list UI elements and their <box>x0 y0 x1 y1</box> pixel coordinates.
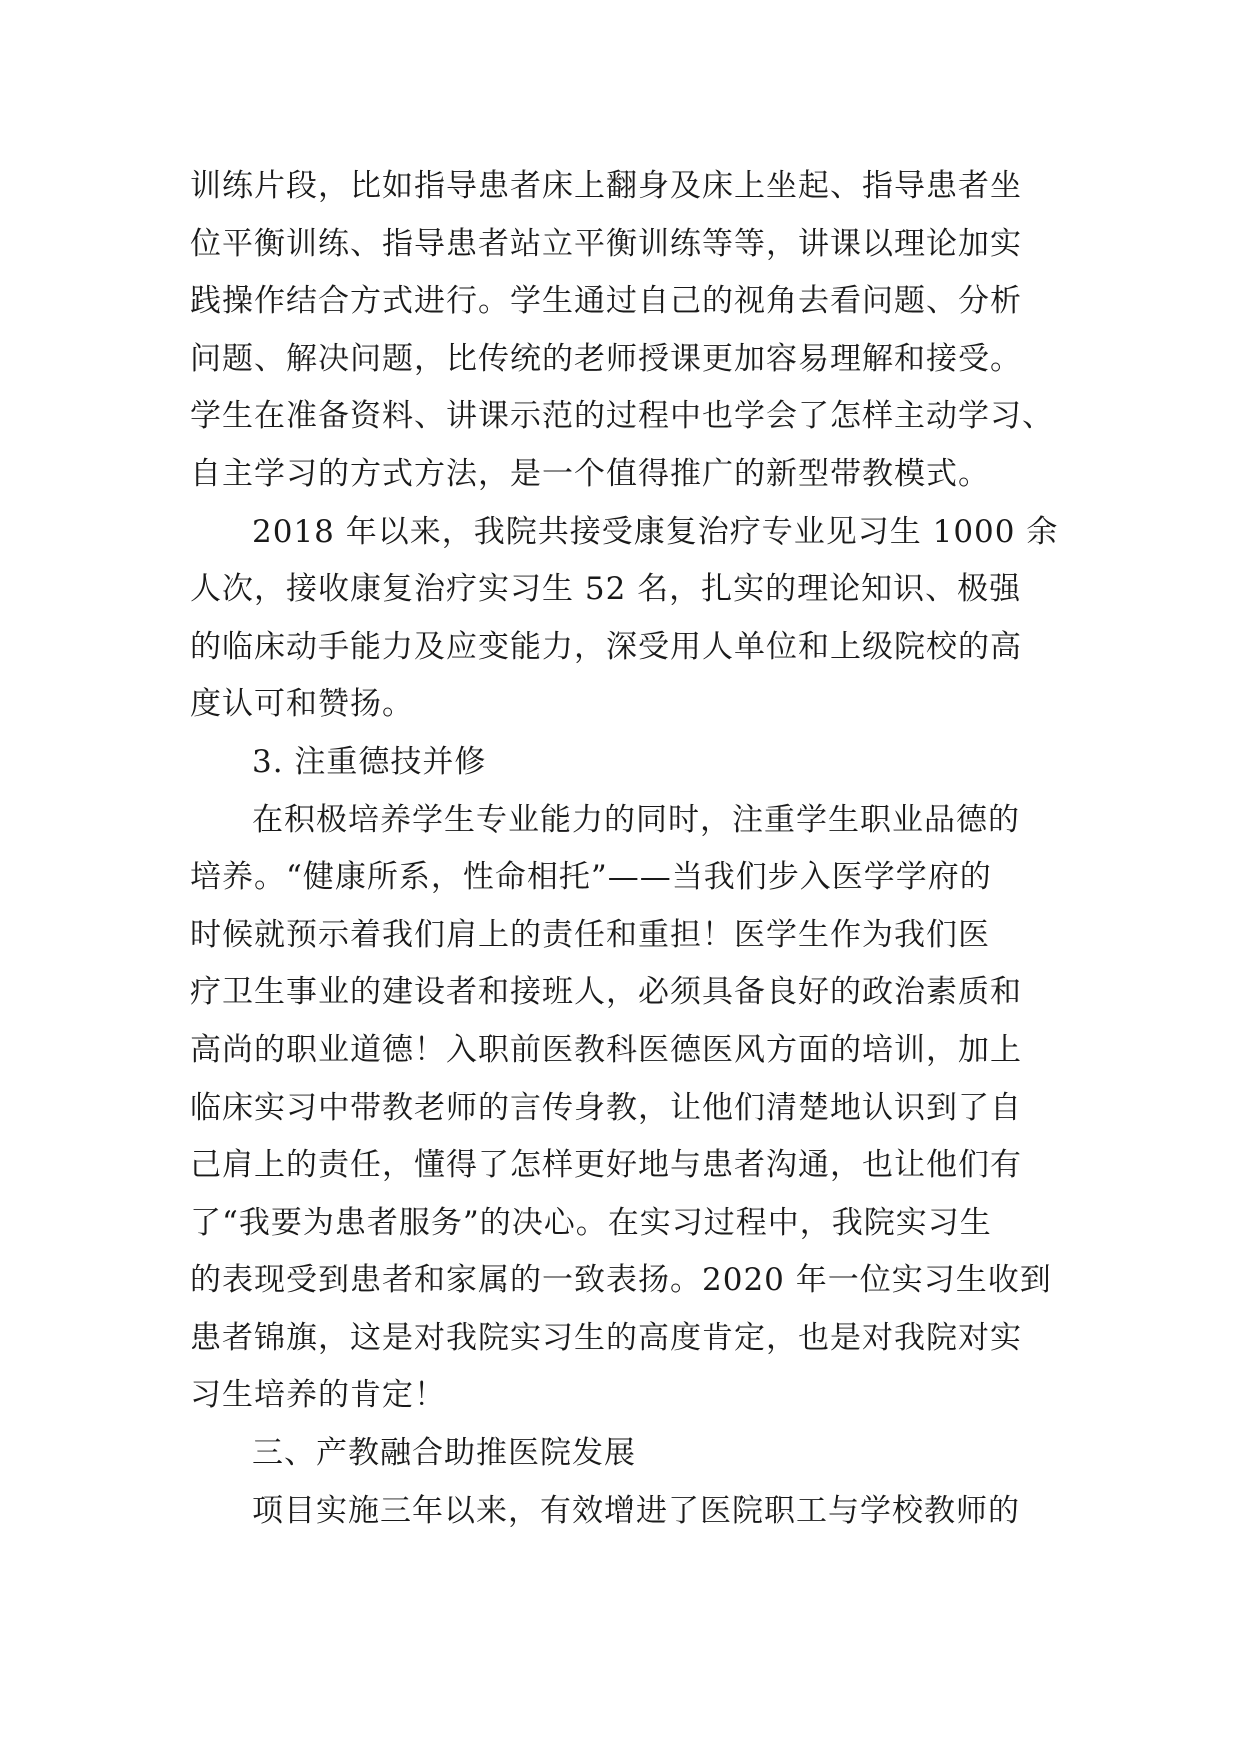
text-line: 的表现受到患者和家属的一致表扬。2020 年一位实习生收到 <box>190 1262 1052 1299</box>
text-line: 临床实习中带教老师的言传身教，让他们清楚地认识到了自 <box>190 1089 1022 1126</box>
text-line: 项目实施三年以来，有效增进了医院职工与学校教师的 <box>252 1492 1020 1529</box>
text-line: 度认可和赞扬。 <box>190 686 414 723</box>
text-line: 高尚的职业道德！入职前医教科医德医风方面的培训，加上 <box>190 1031 1022 1068</box>
text-line: 问题、解决问题，比传统的老师授课更加容易理解和接受。 <box>190 340 1022 377</box>
text-line: 习生培养的肯定！ <box>190 1377 446 1414</box>
text-line: 位平衡训练、指导患者站立平衡训练等等，讲课以理论加实 <box>190 225 1022 262</box>
text-line: 自主学习的方式方法，是一个值得推广的新型带教模式。 <box>190 455 990 492</box>
text-line: 培养。“健康所系，性命相托”——当我们步入医学学府的 <box>190 859 992 896</box>
text-line: 患者锦旗，这是对我院实习生的高度肯定，也是对我院对实 <box>190 1319 1022 1356</box>
section-heading: 3. 注重德技并修 <box>252 743 487 780</box>
text-line: 学生在准备资料、讲课示范的过程中也学会了怎样主动学习、 <box>190 398 1054 435</box>
text-line: 2018 年以来，我院共接受康复治疗专业见习生 1000 余 <box>252 513 1059 550</box>
text-line: 践操作结合方式进行。学生通过自己的视角去看问题、分析 <box>190 283 1022 320</box>
body-text <box>190 158 1070 1540</box>
text-line: 人次，接收康复治疗实习生 52 名，扎实的理论知识、极强 <box>190 571 1022 608</box>
text-line: 的临床动手能力及应变能力，深受用人单位和上级院校的高 <box>190 628 1022 665</box>
text-line: 在积极培养学生专业能力的同时，注重学生职业品德的 <box>252 801 1020 838</box>
section-heading: 三、产教融合助推医院发展 <box>252 1435 636 1472</box>
text-line: 疗卫生事业的建设者和接班人，必须具备良好的政治素质和 <box>190 974 1022 1011</box>
text-line: 己肩上的责任，懂得了怎样更好地与患者沟通，也让他们有 <box>190 1147 1022 1184</box>
text-line: 时候就预示着我们肩上的责任和重担！医学生作为我们医 <box>190 916 990 953</box>
text-line: 训练片段，比如指导患者床上翻身及床上坐起、指导患者坐 <box>190 168 1022 204</box>
text-line: 了“我要为患者服务”的决心。在实习过程中，我院实习生 <box>190 1204 992 1241</box>
